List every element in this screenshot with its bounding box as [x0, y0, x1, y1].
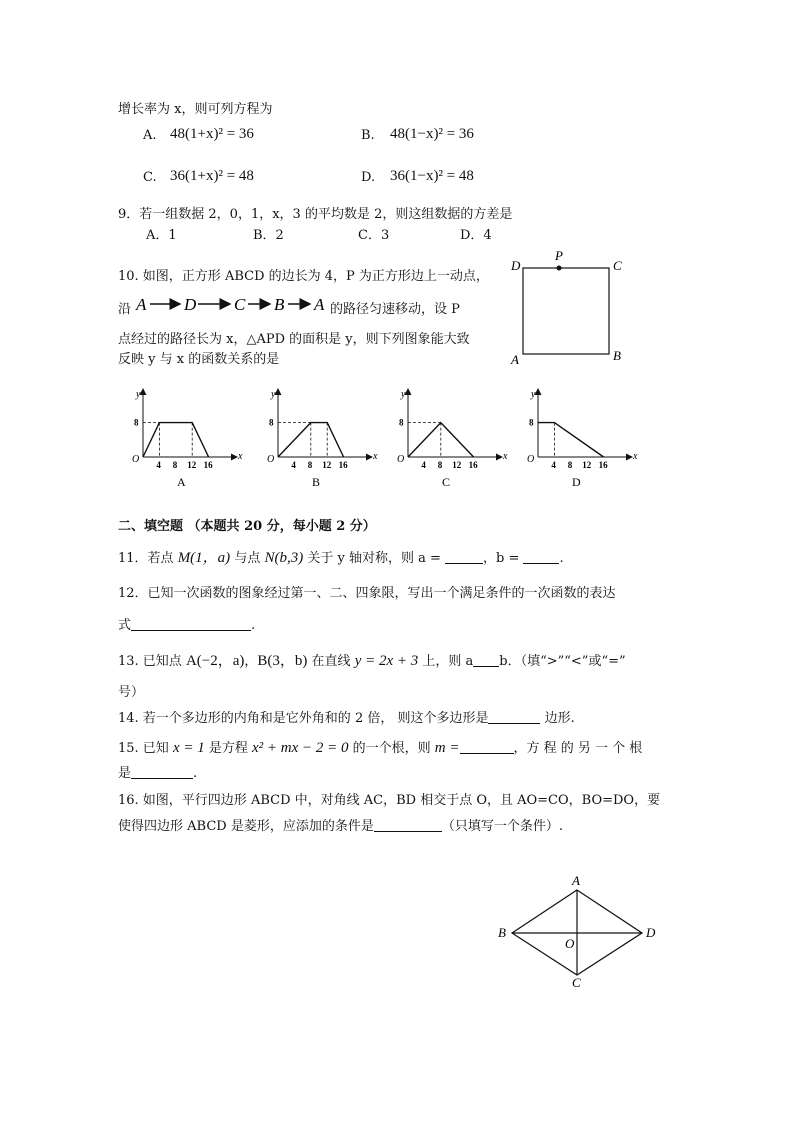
q15-text-4: ，方 程 的 另 一 个 根 [513, 741, 643, 756]
label-c: C [572, 975, 581, 990]
origin-label: O [397, 454, 405, 465]
q13-line2: 号） [118, 685, 145, 700]
x-tick-label: 12 [452, 460, 462, 470]
q16-line1: 16. 如图，平行四边形 ABCD 中，对角线 AC，BD 相交于点 O，且 AO=CO，BO=DO，要 [118, 793, 661, 808]
q9-option-c: C．3 [358, 228, 390, 243]
label-d: D [646, 925, 656, 940]
q10-line4: 反映 y 与 x 的函数关系的是 [118, 352, 280, 367]
q11-blank-a[interactable] [445, 551, 483, 564]
path-letter-a2: A [314, 295, 325, 314]
q15-text-suffix: . [193, 766, 198, 781]
q15-blank-m[interactable] [460, 741, 514, 754]
label-b: B [613, 348, 621, 363]
section2-heading [118, 515, 376, 534]
q8-stem: 增长率为 x，则可列方程为 [118, 102, 273, 117]
x-tick-label: 12 [187, 460, 197, 470]
origin-label: O [267, 454, 275, 465]
q15-blank-root[interactable] [131, 766, 193, 779]
q13-text-1: 13. 已知点 [118, 654, 186, 669]
x-tick-label: 16 [338, 460, 348, 470]
q15-m-var: m = [434, 740, 460, 756]
function-line [143, 423, 209, 457]
graph-option-label: A [177, 475, 186, 488]
q13-blank[interactable] [473, 654, 499, 667]
q10-line1: 10. 如图，正方形 ABCD 的边长为 4，P 为正方形边上一动点， [118, 269, 489, 284]
x-tick-label: 12 [582, 460, 592, 470]
q15-equation: x² + mx − 2 = 0 [252, 740, 349, 756]
q11-text-2: 与点 [230, 551, 265, 566]
q12-blank[interactable] [131, 618, 251, 631]
q9-stem: 9．若一组数据 2，0，1，x，3 的平均数是 2，则这组数据的方差是 [118, 207, 513, 222]
section2-note: （本题共 20 分，每小题 2 分） [187, 519, 376, 534]
x-tick-label: 4 [291, 460, 296, 470]
q12-line2 [118, 614, 255, 633]
origin-label: O [132, 454, 140, 465]
q16-text-prefix: 使得四边形 ABCD 是菱形，应添加的条件是 [118, 819, 374, 834]
q13-point-a: A(−2，a) [185, 653, 245, 669]
q13-line-equation: y = 2x + 3 [354, 653, 419, 669]
q8-option-d-expr: 36(1−x)² = 48 [390, 168, 474, 184]
path-letter-b: B [274, 295, 285, 314]
path-letter-c: C [234, 295, 246, 314]
x-tick-label: 4 [156, 460, 161, 470]
q10-square-figure [505, 248, 635, 370]
q10-graph-b [260, 383, 390, 488]
q9-option-d: D．4 [460, 228, 492, 243]
label-a: A [572, 873, 580, 888]
section2-title: 二、填空题 [118, 519, 184, 534]
x-tick-label: 8 [172, 460, 178, 470]
q10-graph-a [125, 383, 255, 488]
q15-line2 [118, 762, 197, 781]
q10-graph-d [520, 383, 650, 488]
q8-option-a-expr: 48(1+x)² = 36 [170, 126, 254, 142]
x-tick-label: 4 [551, 460, 556, 470]
q16-line2 [118, 815, 563, 834]
y-tick-label: 8 [134, 417, 139, 428]
q13-text-5: b．（填“>”“<”或“=” [499, 654, 626, 669]
q11-text-1: 11．若点 [118, 551, 178, 566]
q13-text-4: 上，则 a [418, 654, 474, 669]
q10-line2-suffix: 的路径匀速移动，设 P [330, 302, 460, 317]
path-letter-a: A [136, 295, 147, 314]
label-c: C [613, 258, 622, 273]
label-p: P [555, 248, 563, 263]
x-tick-label: 8 [567, 460, 573, 470]
q15-text-prefix: 是 [118, 766, 132, 781]
graph-option-label: C [442, 475, 451, 488]
q8-option-c-expr: 36(1+x)² = 48 [170, 168, 254, 184]
label-o: O [565, 936, 575, 951]
x-tick-label: 8 [437, 460, 443, 470]
x-axis-label: x [238, 451, 243, 462]
label-d: D [511, 258, 521, 273]
q13-text-2: ， [244, 654, 258, 669]
x-axis-label: x [373, 451, 378, 462]
y-tick-label: 8 [529, 417, 534, 428]
q11-text-3: 关于 y 轴对称，则 a = [303, 551, 445, 566]
function-line [538, 423, 604, 457]
x-axis-label: x [633, 451, 638, 462]
q8-option-b-letter: B. [361, 128, 375, 143]
q12-text-suffix: . [251, 618, 256, 633]
q13-line1 [118, 649, 626, 670]
y-axis-label: y [401, 389, 406, 400]
q13-point-b: B(3，b) [257, 653, 308, 669]
q14-text-1: 14. 若一个多边形的内角和是它外角和的 2 倍， 则这个多边形是 [118, 711, 489, 726]
q15-text-3: 的一个根，则 [348, 741, 435, 756]
q16-rhombus-figure [492, 870, 667, 992]
q11-text-5: . [559, 551, 564, 566]
q11-text-4: ，b = [483, 551, 524, 566]
q9-option-a: A．1 [146, 228, 177, 243]
label-b: B [498, 925, 506, 940]
q11-point-n: N(b,3) [264, 550, 304, 566]
y-axis-label: y [136, 389, 141, 400]
x-axis-label: x [503, 451, 508, 462]
y-tick-label: 8 [269, 417, 274, 428]
square-abcd [523, 268, 609, 354]
q14 [118, 707, 575, 726]
q13-text-3: 在直线 [307, 654, 355, 669]
q14-blank[interactable] [488, 711, 540, 724]
q10-graph-c [390, 383, 520, 488]
q16-text-suffix: （只填写一个条件）. [441, 819, 563, 834]
x-tick-label: 4 [421, 460, 426, 470]
x-tick-label: 12 [322, 460, 332, 470]
q16-blank[interactable] [374, 819, 442, 832]
q15-text-1: 15. 已知 [118, 741, 173, 756]
point-p [557, 266, 562, 271]
q15-text-2: 是方程 [204, 741, 252, 756]
x-tick-label: 16 [203, 460, 213, 470]
label-a: A [511, 352, 519, 367]
q10-path-diagram [134, 290, 330, 318]
q15-line1 [118, 737, 642, 757]
q14-text-2: 边形. [540, 711, 575, 726]
q10-line2-prefix: 沿 [118, 302, 132, 317]
q8-option-d-letter: D. [361, 170, 376, 185]
x-tick-label: 8 [307, 460, 313, 470]
q11-blank-b[interactable] [523, 551, 559, 564]
x-tick-label: 16 [598, 460, 608, 470]
y-tick-label: 8 [399, 417, 404, 428]
q8-option-c-letter: C. [143, 170, 157, 185]
q11-point-m: M(1，a) [177, 550, 231, 566]
q11 [118, 546, 564, 567]
q8-option-b-expr: 48(1−x)² = 36 [390, 126, 474, 142]
q12-text-prefix: 式 [118, 618, 132, 633]
q8-option-a-letter: A. [143, 128, 157, 143]
q15-root: x = 1 [172, 740, 205, 756]
origin-label: O [527, 454, 535, 465]
y-axis-label: y [531, 389, 536, 400]
graph-option-label: D [572, 475, 581, 488]
x-tick-label: 16 [468, 460, 478, 470]
q10-line3: 点经过的路径长为 x，△APD 的面积是 y，则下列图象能大致 [118, 332, 470, 347]
q9-option-b: B．2 [253, 228, 284, 243]
graph-option-label: B [312, 475, 321, 488]
q12-line1: 12．已知一次函数的图象经过第一、二、四象限，写出一个满足条件的一次函数的表达 [118, 586, 616, 601]
y-axis-label: y [271, 389, 276, 400]
path-letter-d: D [184, 295, 197, 314]
